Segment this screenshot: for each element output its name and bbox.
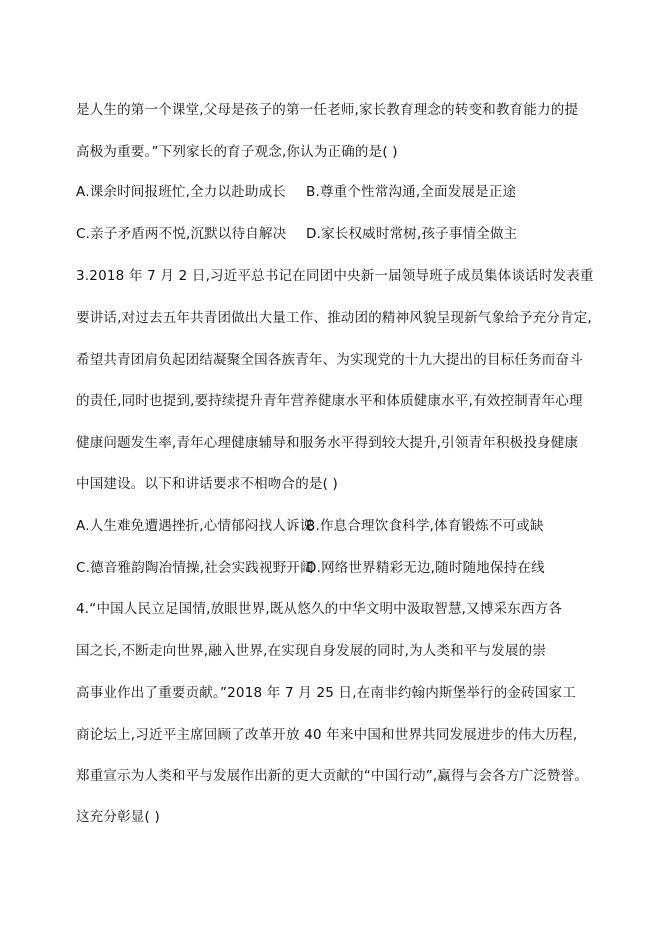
question-2-option-b: B.尊重个性常沟通,全面发展是正途 bbox=[306, 184, 517, 200]
question-2-option-a: A.课余时间报班忙,全力以赴助成长 bbox=[76, 184, 286, 200]
question-4-stem-line-2: 国之长,不断走向世界,融入世界,在实现自身发展的同时,为人类和平与发展的崇 bbox=[76, 643, 547, 659]
question-3-option-b: B.作息合理饮食科学,体育锻炼不可或缺 bbox=[306, 518, 544, 534]
question-4-stem-line-4: 商论坛上,习近平主席回顾了改革开放 40 年来中国和世界共同发展进步的伟大历程, bbox=[76, 727, 578, 743]
question-4-stem-line-6: 这充分彰显( ) bbox=[76, 809, 160, 825]
question-2-text-line-2: 高极为重要。”下列家长的育子观念,你认为正确的是( ) bbox=[76, 144, 398, 160]
question-3-options-row-2 bbox=[76, 559, 545, 577]
question-3-stem-line-4: 的责任,同时也提到,要持续提升青年营养健康水平和体质健康水平,有效控制青年心理 bbox=[76, 393, 583, 409]
question-3-options-row-1 bbox=[76, 517, 544, 535]
question-2-option-c: C.亲子矛盾两不悦,沉默以待自解决 bbox=[76, 226, 287, 242]
question-4-stem-line-3: 高事业作出了重要贡献。”2018 年 7 月 25 日,在南非约翰内斯堡举行的金砖国家工 bbox=[76, 685, 576, 701]
question-3-stem-line-6: 中国建设。以下和讲话要求不相吻合的是( ) bbox=[76, 476, 339, 492]
question-3-stem-line-1: 3.2018 年 7 月 2 日,习近平总书记在同团中央新一届领导班子成员集体谈话时发表重 bbox=[76, 268, 594, 284]
question-2-options-row-2 bbox=[76, 225, 517, 243]
question-2-text-line-1: 是人生的第一个课堂,父母是孩子的第一任老师,家长教育理念的转变和教育能力的提 bbox=[76, 102, 579, 118]
question-4-stem-line-1: 4.“中国人民立足国情,放眼世界,既从悠久的中华文明中汲取智慧,又博采东西方各 bbox=[76, 601, 563, 617]
question-3-stem-line-3: 希望共青团肩负起团结凝聚全国各族青年、为实现党的十九大提出的目标任务而奋斗 bbox=[76, 352, 583, 368]
question-3-option-a: A.人生难免遭遇挫折,心情郁闷找人诉说 bbox=[76, 518, 314, 534]
question-4-stem-line-5: 郑重宣示为人类和平与发展作出新的更大贡献的“中国行动”,赢得与会各方广泛赞誉。 bbox=[76, 768, 589, 784]
question-2-option-d: D.家长权威时常树,孩子事情全做主 bbox=[306, 226, 518, 242]
question-3-option-c: C.德音雅韵陶冶情操,社会实践视野开阔 bbox=[76, 560, 314, 576]
question-2-options-row-1 bbox=[76, 183, 516, 201]
question-3-stem-line-2: 要讲话,对过去五年共青团做出大量工作、推动团的精神风貌呈现新气象给予充分肯定, bbox=[76, 310, 592, 326]
question-3-option-d: D.网络世界精彩无边,随时随地保持在线 bbox=[306, 560, 545, 576]
question-3-stem-line-5: 健康问题发生率,青年心理健康辅导和服务水平得到较大提升,引领青年积极投身健康 bbox=[76, 435, 579, 451]
